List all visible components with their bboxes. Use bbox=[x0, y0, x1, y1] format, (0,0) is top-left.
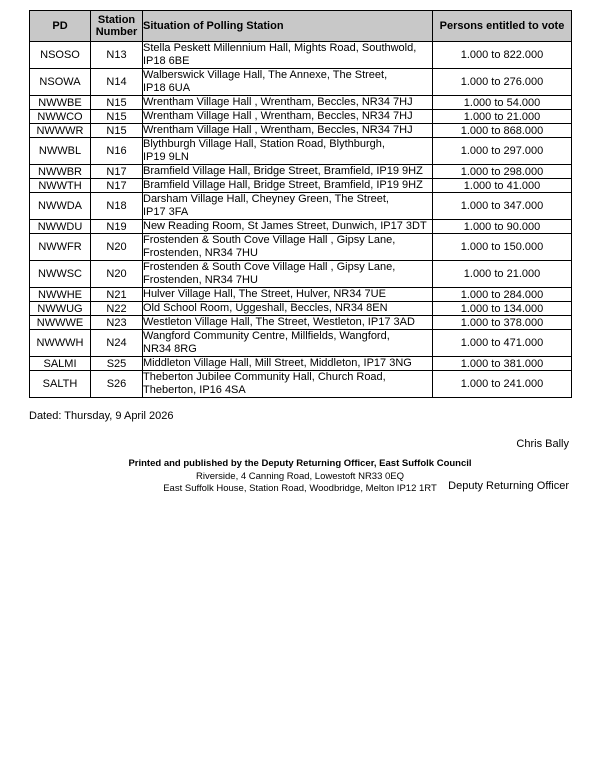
cell-station-number: N20 bbox=[91, 234, 143, 261]
cell-situation bbox=[143, 69, 433, 96]
cell-pd: NWWDA bbox=[30, 193, 91, 220]
column-header-station-number bbox=[91, 11, 143, 42]
situation-line-2: IP18 6BE bbox=[143, 55, 190, 67]
cell-persons-entitled: 1.000 to 298.000 bbox=[433, 165, 572, 179]
situation-line-1: Theberton Jubilee Community Hall, Church Road, bbox=[143, 371, 386, 383]
cell-station-number: N17 bbox=[91, 165, 143, 179]
imprint-address-line1: Riverside, 4 Canning Road, Lowestoft NR33 0EQ bbox=[195, 470, 405, 482]
situation-line-1: Westleton Village Hall, The Street, Westleton, IP17 3AD bbox=[143, 316, 415, 328]
cell-pd: NWWFR bbox=[30, 234, 91, 261]
cell-pd: NSOWA bbox=[30, 69, 91, 96]
cell-station-number: N15 bbox=[91, 110, 143, 124]
cell-pd: NWWSC bbox=[30, 261, 91, 288]
situation-line-2: IP18 6UA bbox=[143, 82, 191, 94]
cell-pd: NWWUG bbox=[30, 302, 91, 316]
cell-station-number: S25 bbox=[91, 357, 143, 371]
table-row bbox=[30, 69, 572, 96]
situation-line-1: New Reading Room, St James Street, Dunwich, IP17 3DT bbox=[143, 220, 427, 232]
polling-stations-table bbox=[29, 10, 572, 398]
situation-line-2: Frostenden, NR34 7HU bbox=[143, 247, 258, 259]
situation-line-1: Wrentham Village Hall , Wrentham, Beccles, NR34 7HJ bbox=[143, 110, 413, 122]
situation-line-1: Bramfield Village Hall, Bridge Street, Bramfield, IP19 9HZ bbox=[143, 179, 423, 191]
cell-station-number: N14 bbox=[91, 69, 143, 96]
column-header-pd: PD bbox=[30, 11, 91, 42]
dated-text: Dated: Thursday, 9 April 2026 bbox=[29, 410, 174, 422]
table-row bbox=[30, 220, 572, 234]
cell-situation bbox=[143, 261, 433, 288]
situation-line-1: Frostenden & South Cove Village Hall , Gipsy Lane, bbox=[143, 234, 396, 246]
column-header-station-line1: Station bbox=[97, 13, 136, 26]
table-row bbox=[30, 110, 572, 124]
imprint-title: Printed and published by the Deputy Returning Officer, East Suffolk Council bbox=[128, 458, 472, 469]
situation-line-1: Darsham Village Hall, Cheyney Green, The Street, bbox=[143, 193, 389, 205]
cell-persons-entitled: 1.000 to 54.000 bbox=[433, 96, 572, 110]
table-header-row bbox=[30, 11, 572, 42]
situation-line-1: Blythburgh Village Hall, Station Road, Blythburgh, bbox=[143, 138, 385, 150]
column-header-persons-entitled: Persons entitled to vote bbox=[433, 11, 572, 42]
cell-station-number: N23 bbox=[91, 316, 143, 330]
cell-persons-entitled: 1.000 to 378.000 bbox=[433, 316, 572, 330]
cell-persons-entitled: 1.000 to 21.000 bbox=[433, 261, 572, 288]
cell-station-number: N13 bbox=[91, 42, 143, 69]
cell-pd: NWWWH bbox=[30, 330, 91, 357]
cell-situation bbox=[143, 165, 433, 179]
situation-line-1: Wangford Community Centre, Millfields, Wangford, bbox=[143, 330, 390, 342]
situation-line-1: Frostenden & South Cove Village Hall , Gipsy Lane, bbox=[143, 261, 396, 273]
cell-pd: NWWBL bbox=[30, 138, 91, 165]
cell-situation bbox=[143, 124, 433, 138]
situation-line-1: Middleton Village Hall, Mill Street, Middleton, IP17 3NG bbox=[143, 357, 412, 369]
cell-station-number: N18 bbox=[91, 193, 143, 220]
cell-station-number: N22 bbox=[91, 302, 143, 316]
situation-line-1: Wrentham Village Hall , Wrentham, Beccles, NR34 7HJ bbox=[143, 124, 413, 136]
cell-pd: NWWDU bbox=[30, 220, 91, 234]
cell-pd: SALMI bbox=[30, 357, 91, 371]
situation-line-1: Bramfield Village Hall, Bridge Street, Bramfield, IP19 9HZ bbox=[143, 165, 423, 177]
cell-station-number: N17 bbox=[91, 179, 143, 193]
cell-persons-entitled: 1.000 to 381.000 bbox=[433, 357, 572, 371]
situation-line-2: Frostenden, NR34 7HU bbox=[143, 274, 258, 286]
cell-persons-entitled: 1.000 to 822.000 bbox=[433, 42, 572, 69]
table-header bbox=[30, 11, 572, 42]
cell-situation bbox=[143, 110, 433, 124]
cell-persons-entitled: 1.000 to 150.000 bbox=[433, 234, 572, 261]
signer-title: Deputy Returning Officer bbox=[448, 480, 569, 492]
cell-pd: NWWTH bbox=[30, 179, 91, 193]
cell-situation bbox=[143, 179, 433, 193]
table-row bbox=[30, 261, 572, 288]
situation-line-1: Stella Peskett Millennium Hall, Mights Road, Southwold, bbox=[143, 42, 417, 54]
cell-station-number: N16 bbox=[91, 138, 143, 165]
cell-situation bbox=[143, 42, 433, 69]
cell-pd: NWWWR bbox=[30, 124, 91, 138]
table-row bbox=[30, 357, 572, 371]
table-row bbox=[30, 193, 572, 220]
cell-situation bbox=[143, 330, 433, 357]
situation-line-1: Old School Room, Uggeshall, Beccles, NR34 8EN bbox=[143, 302, 388, 314]
cell-station-number: N20 bbox=[91, 261, 143, 288]
table-row bbox=[30, 165, 572, 179]
cell-situation bbox=[143, 288, 433, 302]
cell-situation bbox=[143, 220, 433, 234]
cell-situation bbox=[143, 302, 433, 316]
cell-pd: NSOSO bbox=[30, 42, 91, 69]
situation-line-2: Theberton, IP16 4SA bbox=[143, 384, 246, 396]
cell-situation bbox=[143, 234, 433, 261]
situation-line-1: Hulver Village Hall, The Street, Hulver, NR34 7UE bbox=[143, 288, 386, 300]
cell-pd: NWWWE bbox=[30, 316, 91, 330]
cell-persons-entitled: 1.000 to 347.000 bbox=[433, 193, 572, 220]
table-row bbox=[30, 124, 572, 138]
cell-situation bbox=[143, 357, 433, 371]
situation-line-1: Walberswick Village Hall, The Annexe, The Street, bbox=[143, 69, 388, 81]
cell-pd: NWWHE bbox=[30, 288, 91, 302]
cell-persons-entitled: 1.000 to 90.000 bbox=[433, 220, 572, 234]
column-header-station-line2: Number bbox=[95, 26, 138, 38]
cell-persons-entitled: 1.000 to 134.000 bbox=[433, 302, 572, 316]
table-row bbox=[30, 302, 572, 316]
cell-persons-entitled: 1.000 to 284.000 bbox=[433, 288, 572, 302]
situation-line-2: IP17 3FA bbox=[143, 206, 189, 218]
cell-station-number: N21 bbox=[91, 288, 143, 302]
cell-pd: NWWBE bbox=[30, 96, 91, 110]
situation-line-1: Wrentham Village Hall , Wrentham, Beccles, NR34 7HJ bbox=[143, 96, 413, 108]
imprint-address-line2: East Suffolk House, Station Road, Woodbridge, Melton IP12 1RT bbox=[163, 483, 437, 494]
cell-station-number: S26 bbox=[91, 371, 143, 398]
cell-persons-entitled: 1.000 to 868.000 bbox=[433, 124, 572, 138]
cell-persons-entitled: 1.000 to 41.000 bbox=[433, 179, 572, 193]
table-row bbox=[30, 234, 572, 261]
situation-line-2: NR34 8RG bbox=[143, 343, 197, 355]
cell-pd: SALTH bbox=[30, 371, 91, 398]
situation-line-2: IP19 9LN bbox=[143, 151, 189, 163]
cell-situation bbox=[143, 371, 433, 398]
cell-station-number: N24 bbox=[91, 330, 143, 357]
table-row bbox=[30, 179, 572, 193]
table-body bbox=[30, 42, 572, 398]
column-header-situation: Situation of Polling Station bbox=[143, 11, 433, 42]
cell-situation bbox=[143, 316, 433, 330]
table-row bbox=[30, 371, 572, 398]
cell-situation bbox=[143, 96, 433, 110]
cell-persons-entitled: 1.000 to 297.000 bbox=[433, 138, 572, 165]
table-row bbox=[30, 330, 572, 357]
cell-station-number: N19 bbox=[91, 220, 143, 234]
signer-block bbox=[448, 409, 569, 521]
cell-station-number: N15 bbox=[91, 96, 143, 110]
cell-pd: NWWBR bbox=[30, 165, 91, 179]
cell-situation bbox=[143, 193, 433, 220]
signer-name: Chris Bally bbox=[516, 438, 569, 450]
cell-situation bbox=[143, 138, 433, 165]
cell-persons-entitled: 1.000 to 241.000 bbox=[433, 371, 572, 398]
table-row bbox=[30, 138, 572, 165]
table-row bbox=[30, 42, 572, 69]
cell-pd: NWWCO bbox=[30, 110, 91, 124]
cell-persons-entitled: 1.000 to 21.000 bbox=[433, 110, 572, 124]
cell-persons-entitled: 1.000 to 276.000 bbox=[433, 69, 572, 96]
table-row bbox=[30, 316, 572, 330]
cell-persons-entitled: 1.000 to 471.000 bbox=[433, 330, 572, 357]
table-row bbox=[30, 96, 572, 110]
cell-station-number: N15 bbox=[91, 124, 143, 138]
table-row bbox=[30, 288, 572, 302]
